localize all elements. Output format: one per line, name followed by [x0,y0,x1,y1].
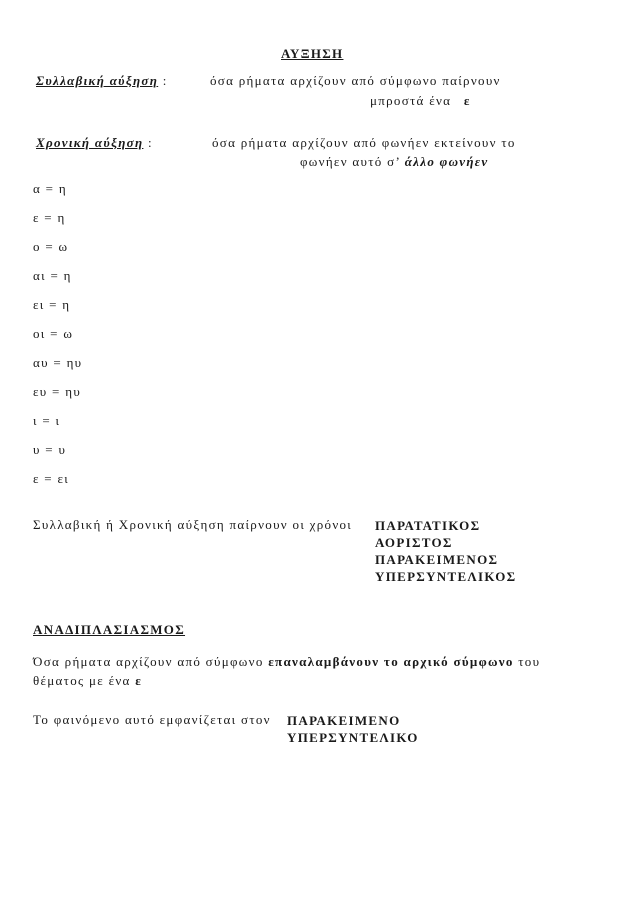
phenomenon-item: ΥΠΕΡΣΥΝΤΕΛΙΚΟ [287,730,419,745]
vowel-change-11: ε = ει [33,471,70,486]
reduplication-line2-letter: ε [135,673,143,688]
syllabic-term: Συλλαβική αύξηση [36,73,159,88]
reduplication-text-end: του [518,654,541,669]
phenomenon-intro: Το φαινόμενο αυτό εμφανίζεται στον [33,712,271,727]
vowel-change-7: αυ = ηυ [33,355,83,370]
tense-item: ΠΑΡΑΤΑΤΙΚΟΣ [375,518,481,533]
tense-item: ΥΠΕΡΣΥΝΤΕΛΙΚΟΣ [375,569,517,584]
vowel-change-1: α = η [33,181,67,196]
reduplication-line2-start: θέματος με ένα [33,673,131,688]
syllabic-definition-letter: ε [463,93,471,108]
syllabic-term-row [36,73,168,89]
tenses-list [375,517,516,585]
phenomenon-item: ΠΑΡΑΚΕΙΜΕΝΟ [287,713,401,728]
vowel-change-9: ι = ι [33,413,61,428]
temporal-definition-text: φωνήεν αυτό σ’ [300,154,401,169]
temporal-colon: : [147,135,153,150]
reduplication-text-emph: επαναλαμβάνουν το αρχικό σύμφωνο [268,654,514,669]
page-title: ΑΥΞΗΣΗ [281,46,344,61]
phenomenon-list [287,712,419,746]
tense-item: ΠΑΡΑΚΕΙΜΕΝΟΣ [375,552,499,567]
temporal-term-row [36,135,153,151]
reduplication-text-line2 [33,673,142,689]
temporal-definition-emph: άλλο φωνήεν [404,154,489,169]
vowel-change-10: υ = υ [33,442,67,457]
vowel-change-4: αι = η [33,268,72,283]
reduplication-text-line1 [33,654,540,670]
syllabic-definition-line1: όσα ρήματα αρχίζουν από σύμφωνο παίρνουν [210,73,501,88]
vowel-change-6: οι = ω [33,326,74,341]
vowel-change-8: ευ = ηυ [33,384,82,399]
vowel-change-2: ε = η [33,210,66,225]
reduplication-heading: ΑΝΑΔΙΠΛΑΣΙΑΣΜΟΣ [33,622,186,637]
temporal-definition-line2 [300,154,488,170]
tense-item: ΑΟΡΙΣΤΟΣ [375,535,453,550]
syllabic-definition-line2 [370,93,471,109]
syllabic-definition-text: μπροστά ένα [370,93,452,108]
reduplication-text-start: Όσα ρήματα αρχίζουν από σύμφωνο [33,654,264,669]
syllabic-colon: : [162,73,168,88]
temporal-definition-line1: όσα ρήματα αρχίζουν από φωνήεν εκτείνουν το [212,135,516,150]
vowel-change-5: ει = η [33,297,71,312]
tenses-intro: Συλλαβική ή Χρονική αύξηση παίρνουν οι χρόνοι [33,517,353,532]
vowel-change-3: ο = ω [33,239,69,254]
temporal-term: Χρονική αύξηση [36,135,144,150]
